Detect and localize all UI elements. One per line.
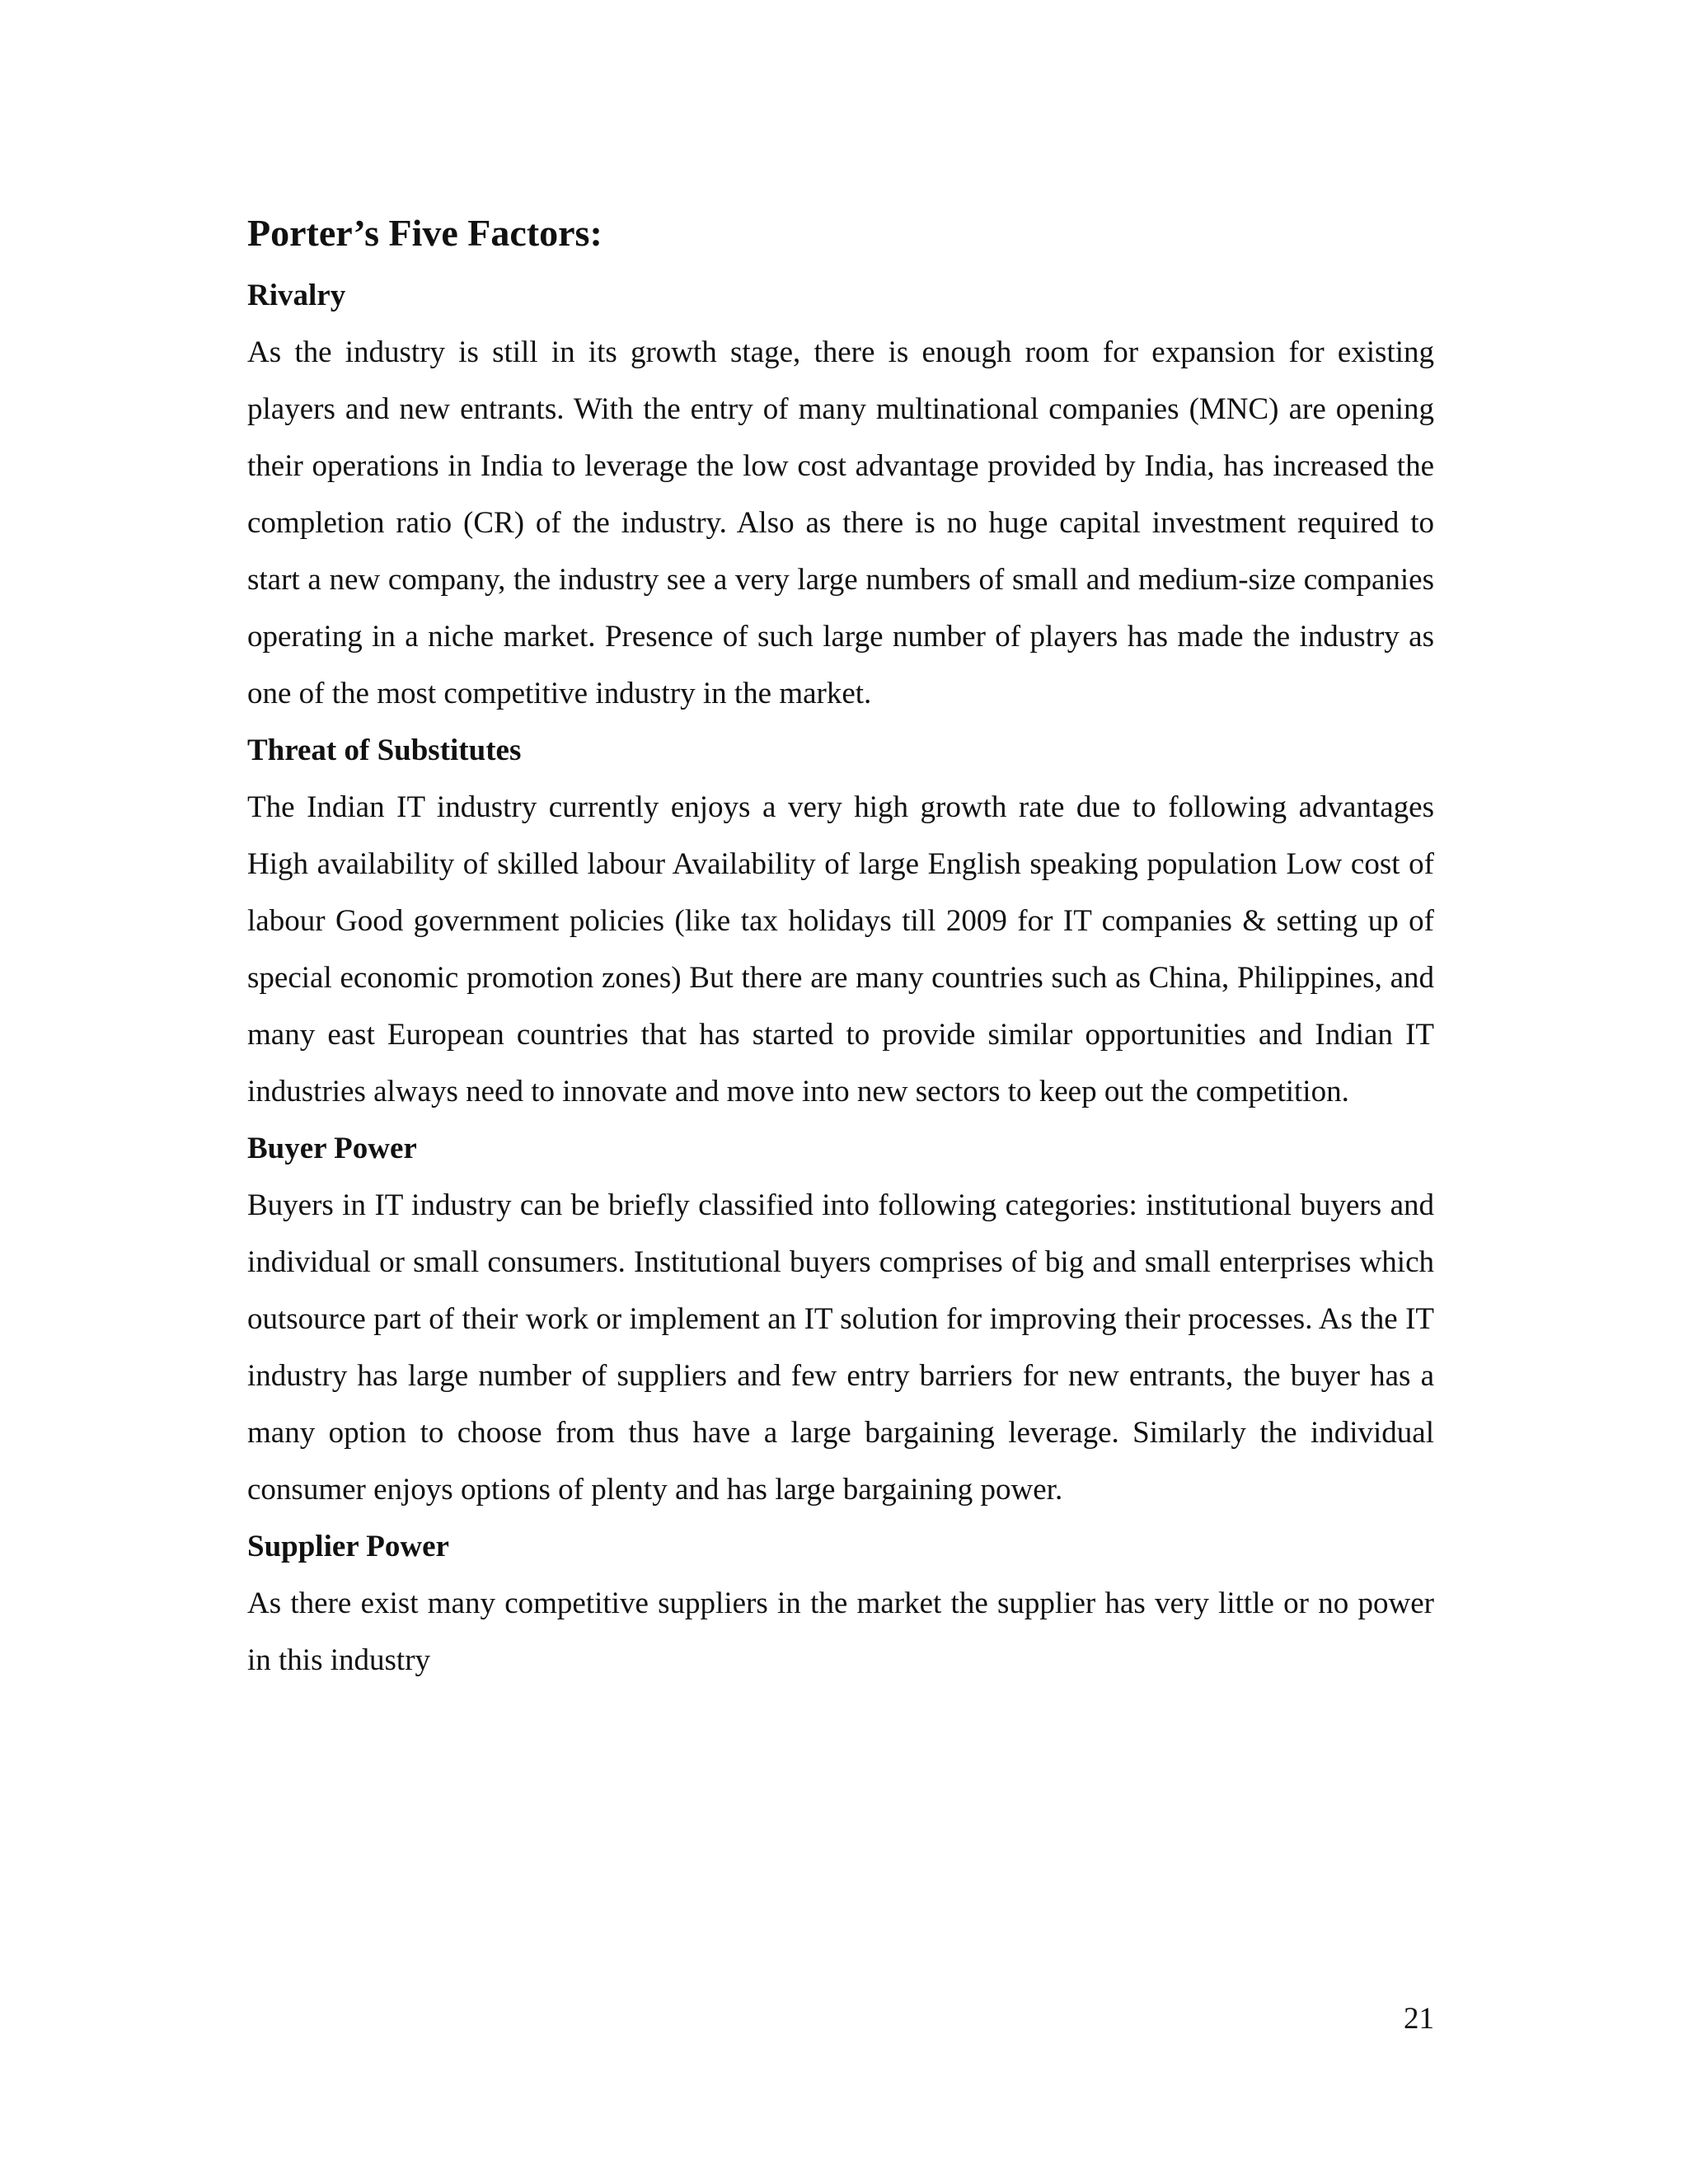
section-body-threat-of-substitutes: The Indian IT industry currently enjoys a very high growth rate due to following advantages High availability of skilled labour Availability of large English speaking population Low cost of labour Good government policies (like tax holidays till 2009 for IT companies & setting up of special economic promotion zones) But there are many countries such as China, Philippines, and many east European countries that has started to provide similar opportunities and Indian IT industries always need to innovate and move into new sectors to keep out the competition. (247, 790, 1434, 1108)
page-title: Porter’s Five Factors: (247, 212, 603, 254)
section-heading-rivalry: Rivalry (247, 279, 346, 312)
page-content (247, 206, 1434, 1689)
page-number: 21 (1404, 2002, 1434, 2036)
section-heading-threat-of-substitutes: Threat of Substitutes (247, 733, 522, 767)
section-body-supplier-power: As there exist many competitive suppliers in the market the supplier has very little or no power in this industry (247, 1586, 1434, 1677)
section-heading-supplier-power: Supplier Power (247, 1530, 449, 1563)
section-heading-buyer-power: Buyer Power (247, 1132, 417, 1165)
section-body-buyer-power: Buyers in IT industry can be briefly classified into following categories: institutional buyers and individual or small consumers. Institutional buyers comprises of big and small enterprises which outsource part of their work or implement an IT solution for improving their processes. As the IT industry has large number of suppliers and few entry barriers for new entrants, the buyer has a many option to choose from thus have a large bargaining leverage. Similarly the individual consumer enjoys options of plenty and has large bargaining power. (247, 1188, 1434, 1507)
section-body-rivalry: As the industry is still in its growth stage, there is enough room for expansion for existing players and new entrants. With the entry of many multinational companies (MNC) are opening their operations in India to leverage the low cost advantage provided by India, has increased the completion ratio (CR) of the industry. Also as there is no huge capital investment required to start a new company, the industry see a very large numbers of small and medium-size companies operating in a niche market. Presence of such large number of players has made the industry as one of the most competitive industry in the market. (247, 335, 1434, 710)
